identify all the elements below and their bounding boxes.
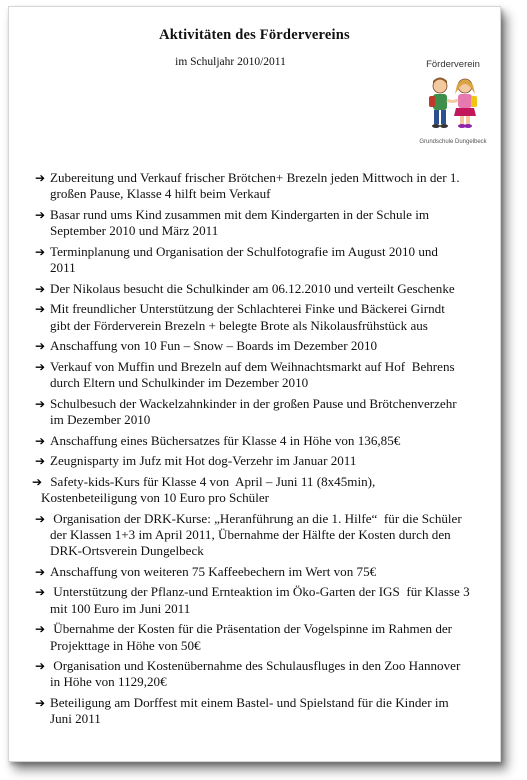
list-item-text: Organisation und Kostenübernahme des Schulausfluges in den Zoo Hannover [50, 658, 461, 674]
list-item-text: Der Nikolaus besucht die Schulkinder am 06.12.2010 und verteilt Geschenke [50, 280, 455, 296]
document-page [8, 6, 501, 762]
children-logo-icon [420, 72, 486, 138]
list-item-text: Anschaffung von 10 Fun – Snow – Boards im Dezember 2010 [50, 338, 378, 354]
arrow-right-icon: ➔ [35, 696, 46, 711]
arrow-right-icon: ➔ [35, 564, 46, 579]
list-item [35, 564, 501, 580]
list-item-text: Safety-kids-Kurs für Klasse 4 von April – Juni 11 (8x45min), [47, 473, 376, 489]
list-item-continuation: großen Pause, Klasse 4 hilft beim Verkauf [50, 186, 271, 202]
list-item [35, 453, 501, 469]
list-item [35, 511, 501, 560]
list-item-continuation: DRK-Ortsverein Dungelbeck [50, 543, 204, 559]
arrow-right-icon: ➔ [35, 244, 46, 259]
list-item-text: Zeugnisparty im Jufz mit Hot dog-Verzehr im Januar 2011 [50, 453, 357, 469]
list-item [35, 301, 501, 334]
arrow-right-icon: ➔ [35, 359, 46, 374]
list-item-continuation: in Höhe von 1129,20€ [50, 674, 167, 690]
page-subtitle: im Schuljahr 2010/2011 [175, 56, 286, 68]
page-title: Aktivitäten des Fördervereins [159, 27, 350, 43]
list-item [35, 584, 501, 617]
list-item [35, 433, 501, 449]
list-item-text: Zubereitung und Verkauf frischer Brötchen+ Brezeln jeden Mittwoch in der 1. [50, 170, 460, 185]
list-item-continuation: Kostenbeteiligung von 10 Euro pro Schüler [41, 490, 270, 506]
foerderverein-logo [407, 59, 499, 161]
arrow-right-icon: ➔ [32, 474, 43, 489]
list-item-text: Organisation der DRK-Kurse: „Heranführung an die 1. Hilfe“ für die Schüler [50, 510, 462, 526]
list-item-continuation: Projekttage in Höhe von 50€ [50, 637, 201, 653]
list-item-continuation: durch Eltern und Schulkinder im Dezember 2010 [50, 375, 309, 391]
list-item [35, 244, 501, 277]
list-item-continuation: mit 100 Euro im Juni 2011 [50, 600, 191, 616]
list-item [35, 359, 501, 392]
list-item-text: Terminplanung und Organisation der Schulfotografie im August 2010 und [50, 243, 438, 259]
logo-title: Förderverein [426, 59, 480, 70]
arrow-right-icon: ➔ [35, 171, 46, 185]
logo-subtitle: Grundschule Dungelbeck [419, 139, 487, 145]
list-item [35, 695, 501, 728]
list-item-text: Anschaffung eines Büchersatzes für Klasse 4 in Höhe von 136,85€ [50, 432, 401, 448]
list-item-text: Beteiligung am Dorffest mit einem Bastel- und Spielstand für die Kinder im [50, 695, 449, 711]
list-item-continuation: gibt der Förderverein Brezeln + belegte Brote als Nikolausfrühstück aus [50, 317, 428, 333]
arrow-right-icon: ➔ [35, 433, 46, 448]
list-item-text: Unterstützung der Pflanz-und Ernteaktion im Öko-Garten der IGS für Klasse 3 [50, 584, 470, 600]
arrow-right-icon: ➔ [35, 339, 46, 354]
activity-list [32, 170, 501, 732]
list-item-continuation: 2011 [50, 260, 76, 276]
arrow-right-icon: ➔ [35, 585, 46, 600]
arrow-right-icon: ➔ [35, 454, 46, 469]
list-item [35, 396, 501, 429]
list-item-text: Mit freundlicher Unterstützung der Schlachterei Finke und Bäckerei Girndt [50, 301, 445, 317]
arrow-right-icon: ➔ [35, 622, 46, 637]
list-item-text: Anschaffung von weiteren 75 Kaffeebechern im Wert von 75€ [50, 563, 377, 579]
arrow-right-icon: ➔ [35, 281, 46, 296]
list-item [35, 170, 501, 203]
list-item-continuation: im Dezember 2010 [50, 411, 151, 427]
list-item [35, 658, 501, 691]
list-item-text: Basar rund ums Kind zusammen mit dem Kindergarten in der Schule im [50, 206, 430, 222]
list-item-continuation: der Klassen 1+3 im April 2011, Übernahme der Hälfte der Kosten durch den [50, 526, 451, 542]
list-item [35, 281, 501, 297]
arrow-right-icon: ➔ [35, 659, 46, 674]
list-item [35, 338, 501, 354]
list-item-continuation: Juni 2011 [50, 711, 101, 727]
arrow-right-icon: ➔ [35, 302, 46, 317]
list-item-text: Übernahme der Kosten für die Präsentation der Vogelspinne im Rahmen der [50, 621, 453, 637]
list-item-text: Verkauf von Muffin und Brezeln auf dem Weihnachtsmarkt auf Hof Behrens [50, 358, 455, 374]
arrow-right-icon: ➔ [35, 396, 46, 411]
list-item-continuation: September 2010 und März 2011 [50, 223, 219, 239]
list-item-text: Schulbesuch der Wackelzahnkinder in der großen Pause und Brötchenverzehr [50, 395, 457, 411]
list-item [35, 207, 501, 240]
list-item [32, 474, 501, 507]
arrow-right-icon: ➔ [35, 207, 46, 222]
arrow-right-icon: ➔ [35, 511, 46, 526]
list-item [35, 621, 501, 654]
